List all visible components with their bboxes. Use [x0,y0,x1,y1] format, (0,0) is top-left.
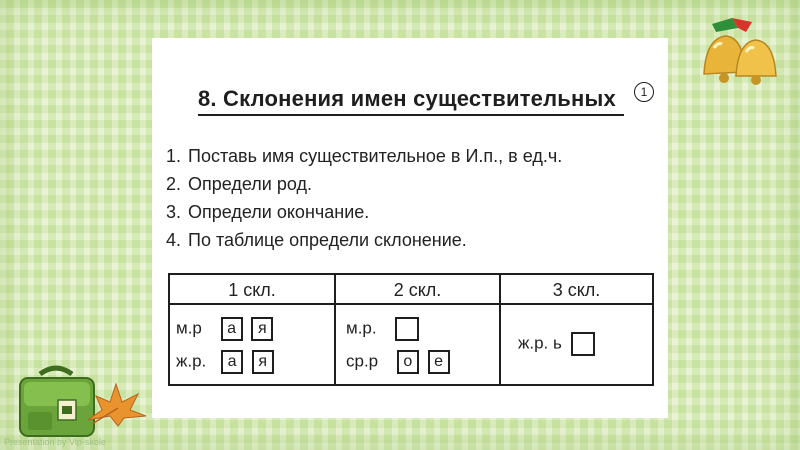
gender-label: ср.р [346,351,379,371]
footer-caption: Presentation by Vip-skole [4,437,106,447]
ending-box-empty [395,317,419,341]
ending-box: о [397,350,419,374]
ending-box: я [252,350,274,374]
gender-label: м.р. [346,318,377,338]
bells-icon [692,14,784,90]
table-row [346,317,419,341]
ending-box: а [221,350,243,374]
instruction-list [166,142,562,254]
table-row [518,332,595,356]
gender-label: ж.р. [176,351,207,371]
gender-label: ж.р. ь [518,333,562,353]
title-underline [198,114,624,116]
table-row [176,350,274,374]
instruction-step [166,226,562,254]
table-row [176,317,273,341]
declension-table [168,273,654,386]
column-header-1: 1 скл. [228,280,276,300]
ending-box: а [221,317,243,341]
step-number: 2. [166,174,182,194]
ending-box: я [251,317,273,341]
step-number: 3. [166,202,182,222]
worksheet-card [152,38,668,418]
step-text: Определи род. [188,174,312,194]
number-badge: 1 [634,82,654,102]
ending-box-empty [571,332,595,356]
autumn-leaf-icon [84,380,150,428]
column-header-3: 3 скл. [552,280,601,300]
table-divider [170,303,652,305]
step-text: По таблице определи склонение. [188,230,467,250]
step-text: Поставь имя существительное в И.п., в ед.ч. [188,146,563,166]
step-text: Определи окончание. [188,202,370,222]
step-number: 4. [166,230,182,250]
instruction-step [166,142,562,170]
instruction-step [166,170,562,198]
gender-label: м.р [176,318,202,338]
column-header-2: 2 скл. [393,280,442,300]
table-row [346,350,450,374]
ending-box: е [428,350,450,374]
page-title: 8. Склонения имен существительных [198,86,616,111]
step-number: 1. [166,146,182,166]
instruction-step [166,198,562,226]
